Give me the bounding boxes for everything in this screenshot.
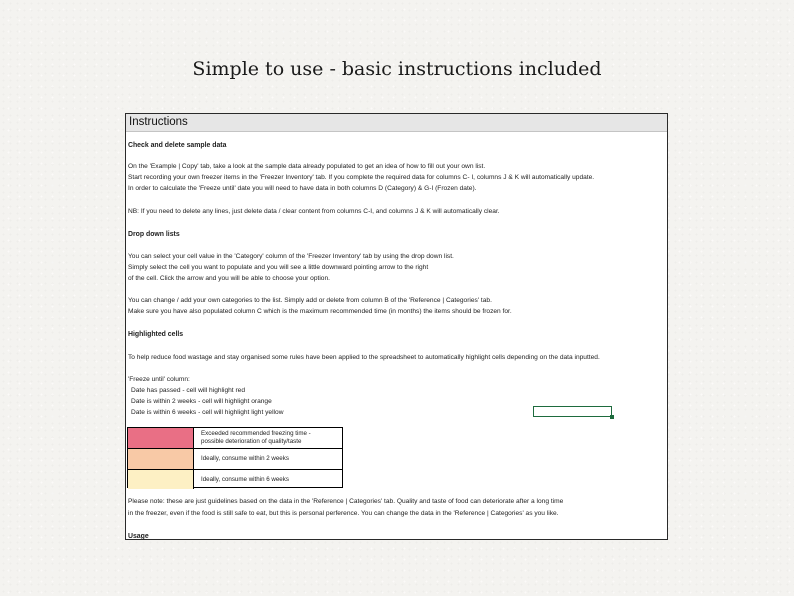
instruction-line: Date is within 2 weeks - cell will highlight orange xyxy=(131,398,272,405)
instruction-line: Date is within 6 weeks - cell will highlight light yellow xyxy=(131,409,284,416)
legend-row xyxy=(128,449,342,470)
instructions-sheet xyxy=(125,113,668,540)
selected-cell[interactable] xyxy=(533,406,612,417)
section-heading-highlight: Highlighted cells xyxy=(128,331,184,338)
legend-row xyxy=(128,470,342,489)
instruction-line: In order to calculate the 'Freeze until' date you will need to have data in both columns D (Category) & G-I (Frozen date). xyxy=(128,185,477,192)
highlight-legend xyxy=(127,427,343,488)
instruction-line: To help reduce food wastage and stay organised some rules have been applied to the spreadsheet to automatically highlight cells depending on the data inputted. xyxy=(128,354,600,361)
section-heading-usage: Usage xyxy=(128,533,149,540)
instruction-line: You can select your cell value in the 'Category' column of the 'Freezer Inventory' tab by using the drop down list. xyxy=(128,253,454,260)
instruction-line: Start recording your own freezer items in the 'Freezer Inventory' tab. If you complete the required data for columns C- I, columns J & K will automatically update. xyxy=(128,174,595,181)
fill-handle[interactable] xyxy=(610,415,614,419)
legend-label: Ideally, consume within 6 weeks xyxy=(201,475,289,483)
legend-swatch-orange xyxy=(128,449,194,469)
page-headline: Simple to use - basic instructions included xyxy=(192,58,602,80)
section-heading-dropdown: Drop down lists xyxy=(128,231,180,238)
legend-row xyxy=(128,428,342,449)
section-heading-check: Check and delete sample data xyxy=(128,142,227,149)
note-line: Please note: these are just guidelines based on the data in the 'Reference | Categories' tab. Quality and taste of food can deteriorate after a long time xyxy=(128,498,564,505)
instruction-line: 'Freeze until' column: xyxy=(128,376,190,383)
instruction-line: Date has passed - cell will highlight red xyxy=(131,387,245,394)
instruction-line: On the 'Example | Copy' tab, take a look at the sample data already populated to get an idea of how to fill out your own list. xyxy=(128,163,486,170)
instruction-line: of the cell. Click the arrow and you will be able to choose your option. xyxy=(128,275,330,282)
instruction-line: You can change / add your own categories to the list. Simply add or delete from column B of the 'Reference | Categories' tab. xyxy=(128,297,492,304)
legend-label: Exceeded recommended freezing time - possible deterioration of quality/taste xyxy=(201,430,311,445)
sheet-title: Instructions xyxy=(126,114,667,132)
legend-swatch-red xyxy=(128,428,194,448)
instruction-line: Simply select the cell you want to populate and you will see a little downward pointing arrow to the right xyxy=(128,264,429,271)
note-line: in the freezer, even if the food is still safe to eat, but this is personal perference. You can change the data in the 'Reference | Categories' as you like. xyxy=(128,510,559,517)
instruction-line: Make sure you have also populated column C which is the maximum recommended time (in months) the items should be frozen for. xyxy=(128,308,512,315)
legend-swatch-yellow xyxy=(128,470,194,489)
legend-label: Ideally, consume within 2 weeks xyxy=(201,455,289,462)
instruction-line: NB: If you need to delete any lines, just delete data / clear content from columns C-I, and columns J & K will automatically clear. xyxy=(128,208,500,215)
